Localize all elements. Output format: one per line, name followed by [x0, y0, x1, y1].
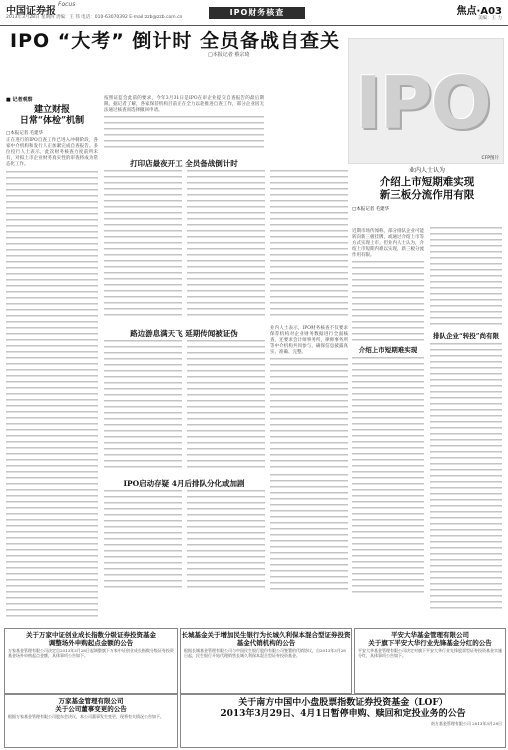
article-col-1a — [104, 170, 182, 320]
newspaper-brand: 中国证券报 — [6, 6, 56, 17]
page-number: 焦点·A03 — [456, 6, 502, 17]
column-body — [6, 171, 98, 621]
main-article — [104, 94, 348, 594]
side-subhead-2: 排队企业“转投”尚有限 — [433, 332, 499, 340]
side-article-title: 介绍上市短期难实现 新三板分流作用有限 — [379, 176, 475, 201]
notice-title: 关于南方中国中小盘股票指数证券投资基金（LOF） 2013年3月29日、4月1日暂停申购、赎回和定投业务的公告 — [220, 698, 466, 719]
header-designer: 美编：王 力 — [478, 16, 502, 21]
notice-text: 根据万家基金管理有限公司股东会决议，本公司董事发生变更，现将有关情况公告如下。 — [8, 714, 164, 719]
subhead-ipo-restart: IPO启动存疑 4月后排队分化或加剧 — [123, 479, 245, 488]
notice-text: 根据长城基金管理有限公司与中国民生银行股份有限公司签署的代销协议，自2013年3月28日起，民生银行开始代理销售长城久利保本混合型证券投资基金。 — [184, 648, 346, 658]
lead-block — [104, 94, 264, 152]
side-col-2-body-b — [430, 343, 502, 613]
article-col-3a — [270, 170, 348, 320]
notice-nanfang-lof — [180, 694, 506, 748]
observer-column — [6, 94, 98, 625]
section-tag: IPO财务核查 — [209, 7, 305, 19]
side-article — [352, 165, 502, 354]
page-headline: IPO “大考” 倒计时 全员备战自查关 — [10, 30, 340, 52]
ipo-logo-text: IPO — [355, 61, 490, 145]
side-col-2-body-a — [430, 227, 502, 327]
side-col-2 — [430, 227, 502, 617]
article-col-2a — [187, 170, 265, 320]
photo-credit: CFP图片 — [481, 156, 499, 161]
notice-text: 南方基金管理有限公司 2013年3月28日 — [430, 721, 502, 726]
article-col-2c — [187, 490, 265, 590]
article-col-2b — [187, 340, 265, 470]
page-header — [0, 0, 508, 26]
notice-title: 长城基金关于增加民生银行为长城久利保本混合型证券投资基金代销机构的公告 — [181, 631, 351, 647]
lead-paragraph: 按照证监会此前的要求，今年3月31日是IPO在审企业提交自查报告的最后期限。据记者了解，各家保荐机构目前正在全力以赴推进自查工作，部分企业因无法通过核查而选择撤回申请。 — [104, 96, 264, 113]
side-subhead-1: 介绍上市短期难实现 — [358, 346, 418, 354]
notice-wanjia-purchase — [4, 628, 178, 694]
notice-pingan-dividend — [354, 628, 506, 694]
article-paragraph: 业内人士表示，IPO财务核查不仅要求保荐机构对企业财务数据进行全面核查，还要求会计师事务所、律师事务所等中介机构共同参与，确保信息披露真实、准确、完整。 — [270, 326, 348, 355]
lead-body — [104, 116, 264, 152]
column-byline: □本报记者 毛建华 — [6, 131, 44, 136]
notice-title: 万家基金管理有限公司 关于公司董事变更的公告 — [55, 697, 127, 713]
notice-text: 万家基金管理有限公司决定自2013年3月28日起调整旗下万家中证创业成长指数分级证券投资基金场外申购起点金额，具体事项公告如下。 — [8, 648, 174, 658]
subhead-print-shop: 打印店最夜开工 全员备战倒计时 — [130, 159, 238, 168]
column-paragraph: 正在进行的IPO自查工作已进入冲刺阶段，各家中介机构和发行人正加紧完成自查报告。多位投行人士表示，此次财务核查力度前所未有，对拟上市企业财务真实性的审查将成为常态化工作。 — [6, 138, 98, 167]
notice-title: 平安大华基金管理有限公司 关于旗下平安大华行业先锋基金分红的公告 — [368, 631, 492, 647]
article-col-3c — [270, 474, 348, 590]
subhead-rumors: 路边游息满天飞 延期传闻被证伪 — [130, 329, 238, 338]
header-meta: 2013年3月28日 星期四 责编：王 伟 电话：010-63070392 E-mail:zzb@zzb.com.cn — [6, 15, 183, 20]
column-kicker: ■ 记者观察 — [6, 97, 33, 103]
article-col-3b-body — [270, 358, 348, 468]
headline-byline: □本报记者 蔡宗琦 — [208, 52, 250, 58]
side-article-byline: □本报记者 毛建华 — [352, 207, 390, 212]
notice-title: 关于万家中证创业成长指数分级证券投资基金 调整场外申购起点金额的公告 — [26, 631, 156, 647]
notice-changcheng-fund — [180, 628, 352, 694]
notice-text: 平安大华基金管理有限公司决定对旗下平安大华行业先锋股票型证券投资基金实施分红，具体事项公告如下。 — [358, 648, 502, 658]
article-col-1b — [104, 340, 182, 470]
side-col-1 — [352, 227, 424, 617]
side-article-paragraph: 近期市场传闻称，部分排队企业可能转向新三板挂牌，或通过介绍上市等方式实现上市。但业内人士认为，介绍上市短期内难以实现，新三板分流作用有限。 — [352, 229, 424, 258]
ipo-photo — [348, 38, 504, 164]
article-col-3b — [270, 324, 348, 470]
notice-wanjia-director — [4, 694, 178, 748]
brand-subtitle: Focus — [58, 1, 76, 8]
side-article-kicker: 业内人士认为 — [408, 167, 445, 174]
side-col-1-body-b — [352, 357, 424, 597]
column-title: 建立财报 日常“体检”机制 — [19, 105, 85, 126]
article-col-1c — [104, 490, 182, 590]
side-col-1-body-a — [352, 261, 424, 341]
